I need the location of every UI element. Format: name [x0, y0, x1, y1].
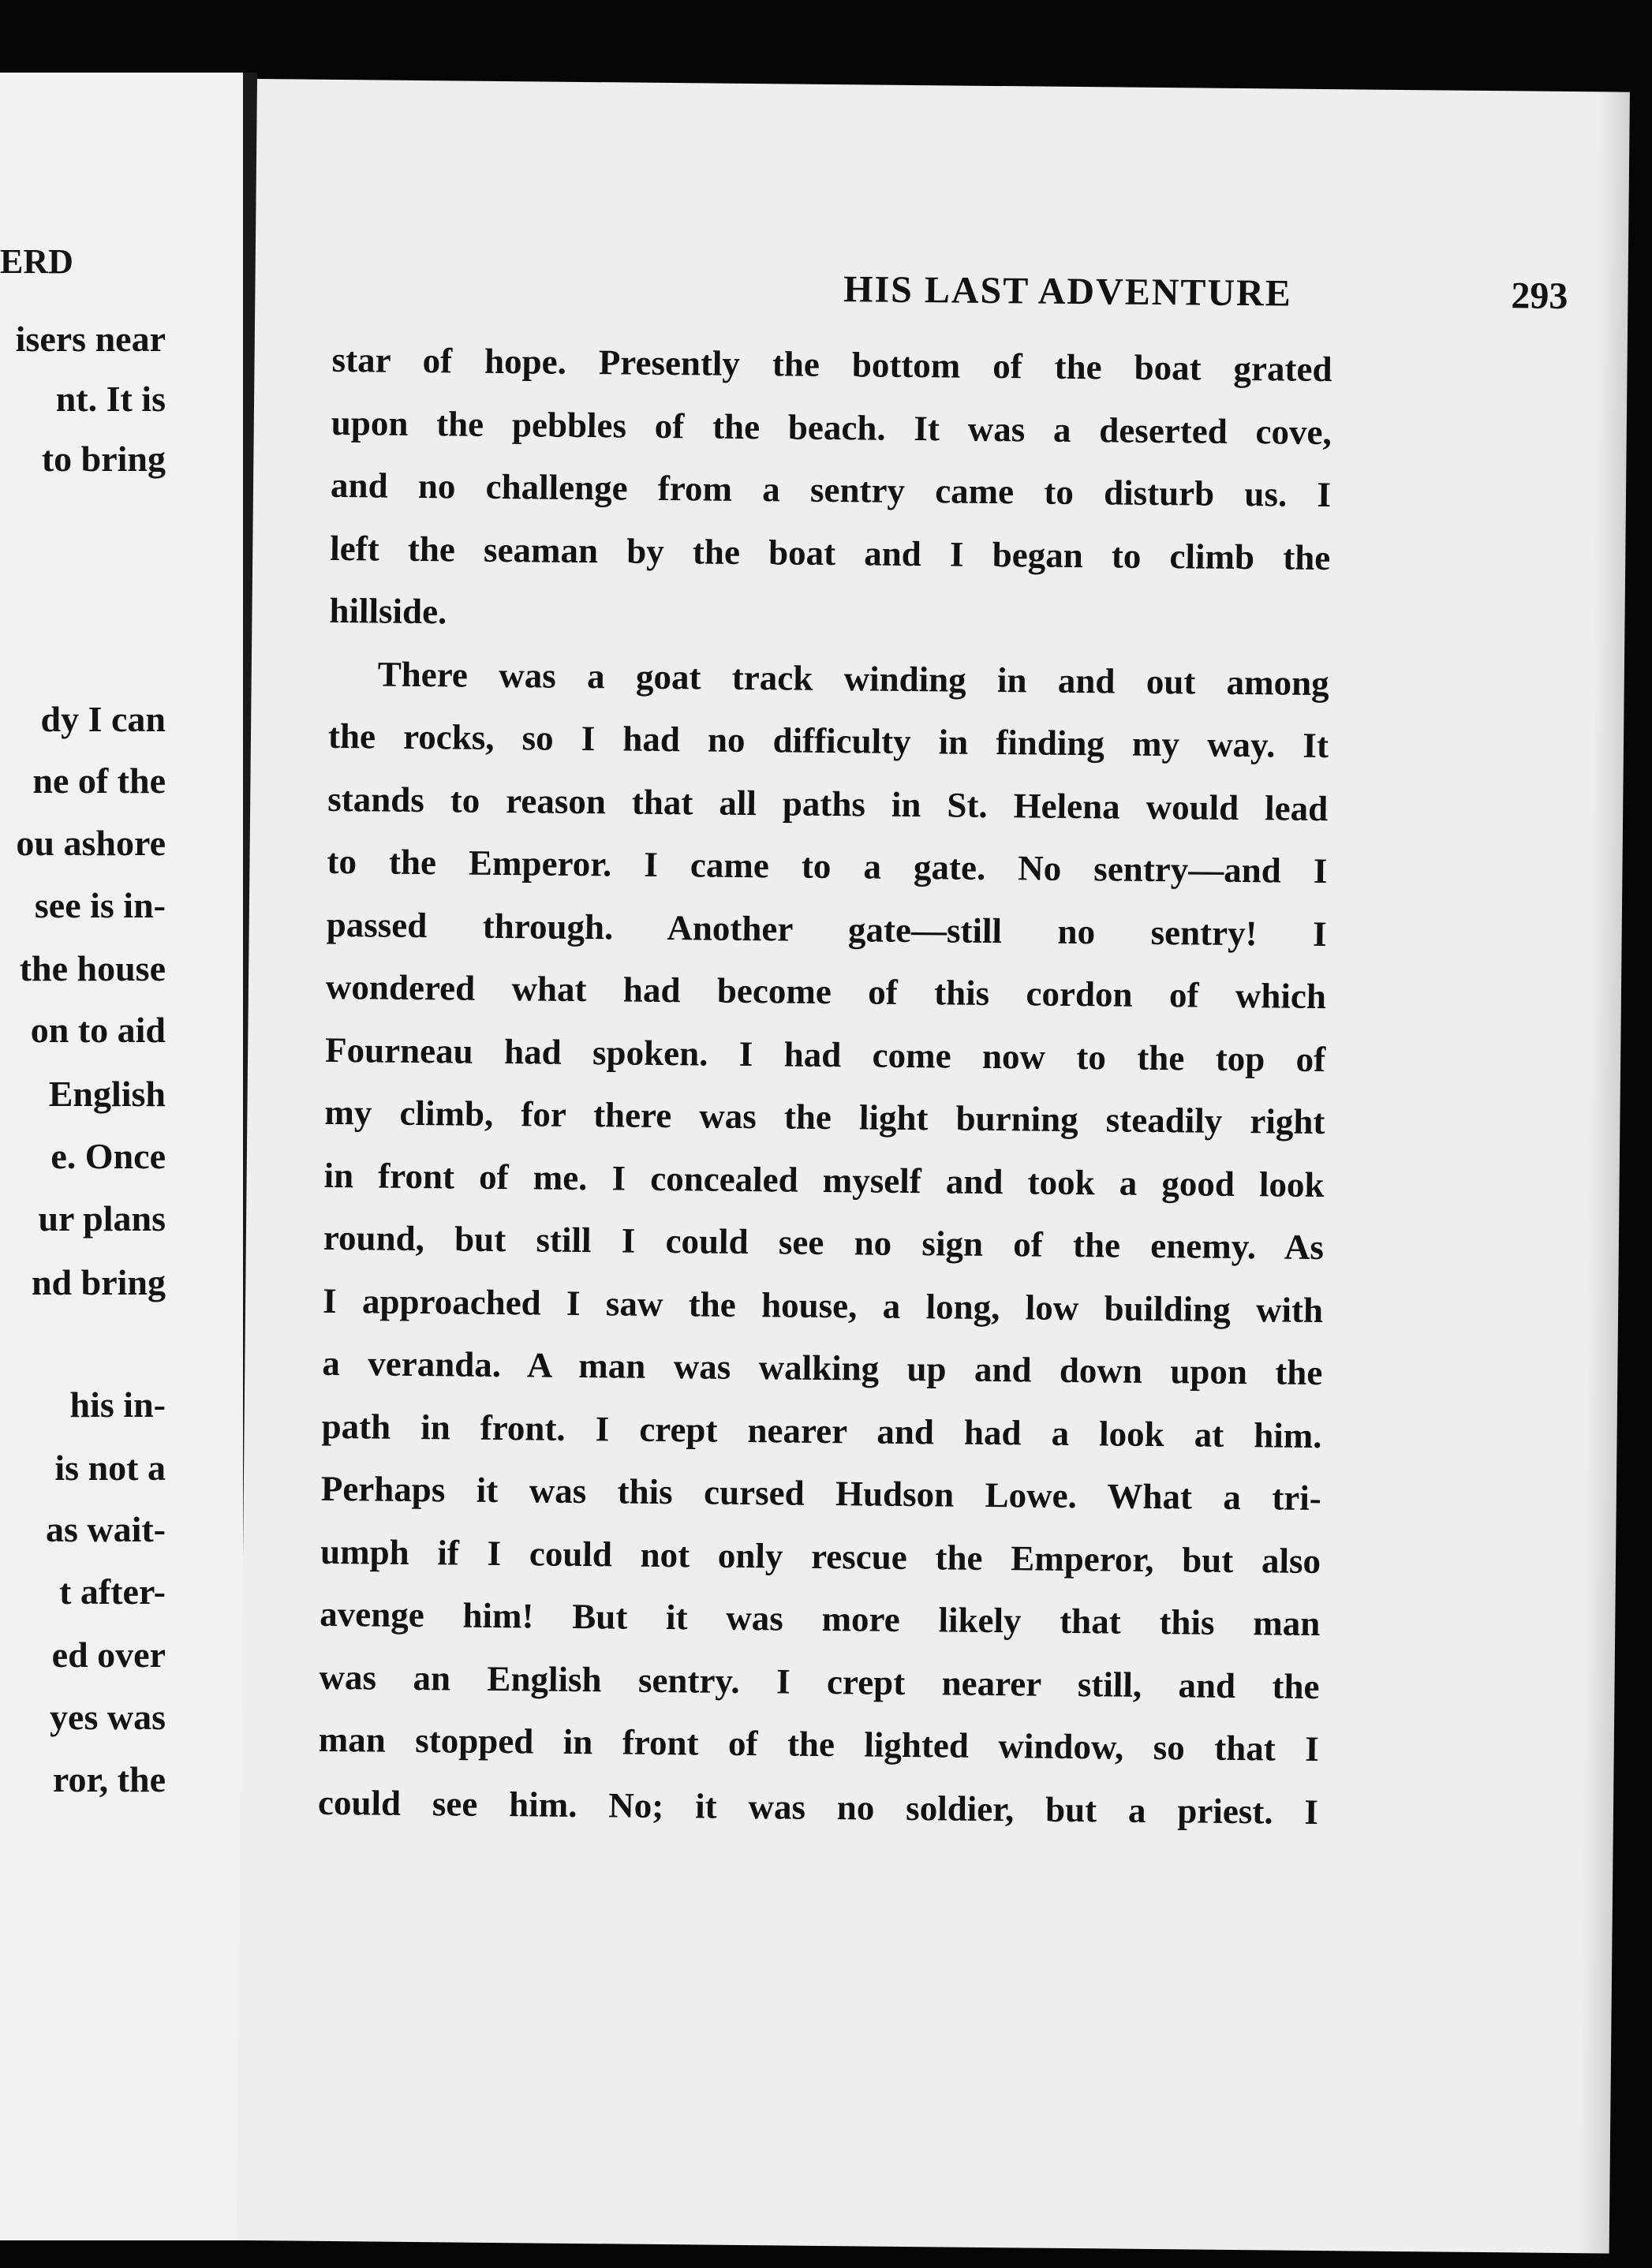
text-line: left the seaman by the boat and I began to climb the: [330, 528, 1331, 577]
text-line: round, but still I could see no sign of the enemy. As: [323, 1217, 1325, 1268]
previous-page-line: dy I can: [40, 699, 166, 739]
text-line: and no challenge from a sentry came to disturb us. I: [330, 465, 1332, 515]
previous-page-line: ur plans: [38, 1198, 166, 1239]
previous-page-line: is not a: [54, 1448, 166, 1488]
previous-page-line: e. Once: [50, 1136, 166, 1176]
running-head: [567, 265, 1568, 322]
text-line: the rocks, so I had no difficulty in finding my way. It: [327, 716, 1329, 766]
text-line: hillside.: [329, 590, 447, 632]
previous-page-line: isers near: [15, 319, 166, 359]
running-head-title: HIS LAST ADVENTURE: [843, 268, 1293, 315]
text-line: Fourneau had spoken. I had come now to the top of: [324, 1029, 1326, 1079]
previous-page-line: ne of the: [32, 760, 166, 801]
text-line: my climb, for there was the light burning steadily right: [324, 1092, 1325, 1142]
previous-page-line: the house: [19, 948, 166, 988]
text-line: a veranda. A man was walking up and down upon the: [322, 1343, 1323, 1393]
previous-page-line: ror, the: [52, 1759, 166, 1799]
text-line: in front of me. I concealed myself and took a good look: [323, 1155, 1325, 1205]
previous-page-line: nd bring: [31, 1262, 166, 1302]
text-line: was an English sentry. I crept nearer still, and the: [319, 1657, 1320, 1706]
previous-page-line: English: [48, 1074, 166, 1114]
text-line: wondered what had become of this cordon of which: [325, 966, 1327, 1017]
previous-page-line: ed over: [51, 1635, 166, 1675]
text-line: star of hope. Presently the bottom of the boat grated: [331, 339, 1332, 390]
text-line: upon the pebbles of the beach. It was a deserted cove,: [331, 402, 1332, 452]
text-line: I approached I saw the house, a long, low building with: [322, 1280, 1324, 1330]
text-line: There was a goat track winding in and out among: [377, 654, 1329, 703]
previous-page-line: see is in-: [34, 885, 166, 925]
text-line: to the Emperor. I came to a gate. No sentry—and I: [327, 841, 1328, 891]
previous-page-running-head: ERD: [0, 242, 73, 281]
text-line: avenge him! But it was more likely that this man: [320, 1594, 1321, 1644]
previous-page: [0, 73, 243, 2240]
previous-page-line: his in-: [69, 1384, 166, 1425]
text-line: path in front. I crept nearer and had a look at him.: [321, 1406, 1322, 1455]
text-line: could see him. No; it was no soldier, but a priest. I: [317, 1782, 1319, 1832]
previous-page-line: yes was: [50, 1697, 166, 1737]
text-line: umph if I could not only rescue the Emperor, but also: [320, 1531, 1321, 1581]
text-line: man stopped in front of the lighted window, so that I: [318, 1719, 1319, 1769]
current-page: [237, 79, 1630, 2254]
previous-page-line: on to aid: [30, 1010, 166, 1050]
text-line: stands to reason that all paths in St. Helena would lead: [327, 779, 1329, 828]
text-line: passed through. Another gate—still no sentry! I: [326, 904, 1327, 954]
previous-page-line: ou ashore: [16, 823, 166, 863]
page-number: 293: [1511, 275, 1568, 317]
text-line: Perhaps it was this cursed Hudson Lowe. What a tri-: [320, 1468, 1322, 1519]
previous-page-line: to bring: [41, 439, 166, 479]
previous-page-line: t after-: [59, 1571, 166, 1612]
previous-page-line: as wait-: [45, 1509, 166, 1549]
body-text: [318, 329, 1332, 1844]
previous-page-line: nt. It is: [55, 379, 166, 419]
